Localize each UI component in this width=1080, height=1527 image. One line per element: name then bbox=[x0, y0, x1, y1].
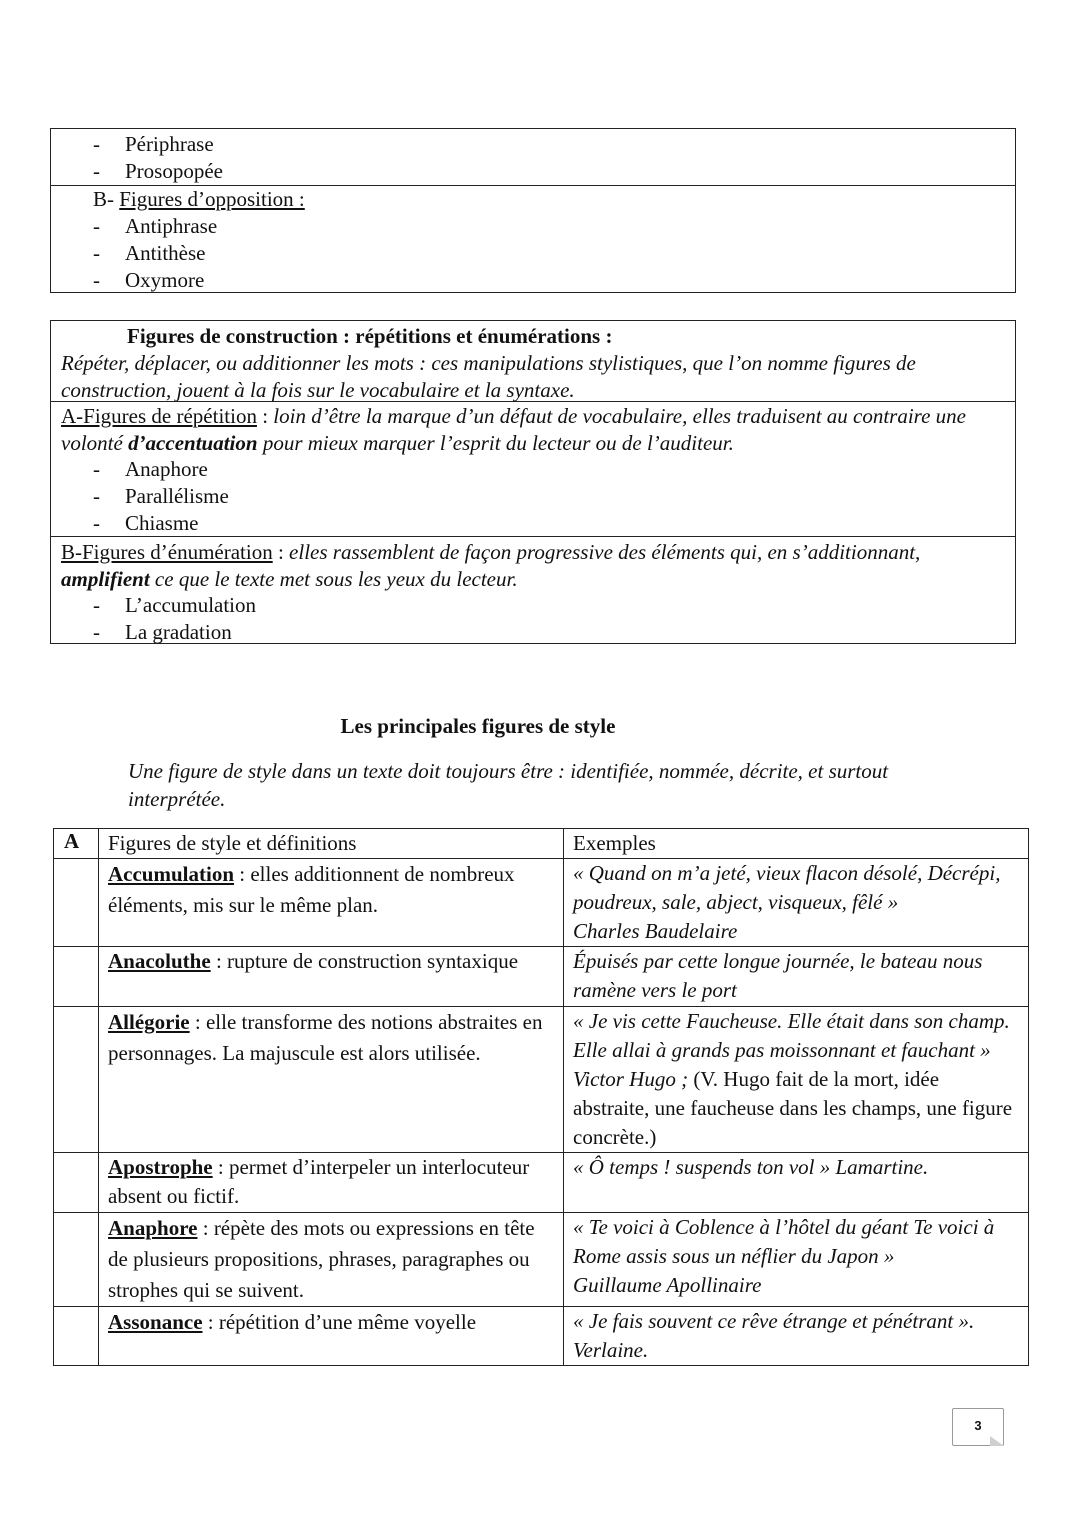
construction-intro bbox=[51, 323, 1015, 402]
letter-cell: A bbox=[54, 829, 99, 859]
repetition-section bbox=[51, 402, 1015, 537]
example-cell: « Te voici à Coblence à l’hôtel du géant Te voici à Rome assis sous un néflier du Japon » Guillaume Apollinaire bbox=[564, 1213, 1029, 1307]
repetition-description: A-Figures de répétition : loin d’être la marque d’un défaut de vocabulaire, elles traduisent au contraire une volonté d’accentuation pour mieux marquer l’esprit du lecteur ou de l’auditeur. bbox=[61, 404, 966, 455]
figures-box-1 bbox=[50, 128, 1016, 293]
page-number: 3 bbox=[952, 1408, 1004, 1446]
definition-cell: Accumulation : elles additionnent de nombreux éléments, mis sur le même plan. bbox=[99, 859, 564, 947]
section-a-continuation bbox=[51, 131, 1015, 186]
example-cell: « Je fais souvent ce rêve étrange et pénétrant ». Verlaine. bbox=[564, 1307, 1029, 1366]
example-cell: Épuisés par cette longue journée, le bateau nous ramène vers le port bbox=[564, 947, 1029, 1007]
definition-cell: Anacoluthe : rupture de construction syntaxique bbox=[99, 947, 564, 1007]
enumeration-section bbox=[51, 537, 1015, 646]
construction-figures-box bbox=[50, 320, 1016, 644]
list-item: - L’accumulation bbox=[93, 593, 257, 617]
list-item: - Antiphrase bbox=[93, 214, 218, 238]
table-row bbox=[54, 1153, 1029, 1213]
table-row bbox=[54, 1307, 1029, 1366]
table-row bbox=[54, 947, 1029, 1007]
list-item: - Périphrase bbox=[93, 132, 214, 156]
list-item: - Oxymore bbox=[93, 268, 205, 292]
table-row bbox=[54, 1007, 1029, 1153]
header-examples: Exemples bbox=[564, 829, 1029, 859]
table-header-row bbox=[54, 829, 1029, 859]
intro-text: Une figure de style dans un texte doit toujours être : identifiée, nommée, décrite, et surtout interprétée. bbox=[128, 759, 889, 811]
list-item: - Chiasme bbox=[93, 511, 199, 535]
list-item: - Anaphore bbox=[93, 457, 208, 481]
example-cell: « Je vis cette Faucheuse. Elle était dans son champ. Elle allai à grands pas moissonnant et fauchant » Victor Hugo ; (V. Hugo fait de la mort, idée abstraite, une faucheuse dans les champs, une figure concrète.) bbox=[564, 1007, 1029, 1153]
example-cell: « Ô temps ! suspends ton vol » Lamartine. bbox=[564, 1153, 1029, 1213]
definition-cell: Anaphore : répète des mots ou expressions en tête de plusieurs propositions, phrases, paragraphes ou strophes qui se suivent. bbox=[99, 1213, 564, 1307]
list-item: - Parallélisme bbox=[93, 484, 229, 508]
header-definitions: Figures de style et définitions bbox=[99, 829, 564, 859]
page-title: Les principales figures de style bbox=[340, 714, 616, 738]
example-cell: « Quand on m’a jeté, vieux flacon désolé, Décrépi, poudreux, sale, abject, visqueux, fêlé » Charles Baudelaire bbox=[564, 859, 1029, 947]
list-item: - Prosopopée bbox=[93, 159, 223, 183]
enumeration-description: B-Figures d’énumération : elles rassemblent de façon progressive des éléments qui, en s’additionnant, amplifient ce que le texte met sous les yeux du lecteur. bbox=[61, 540, 921, 591]
page-curl-icon bbox=[990, 1436, 1004, 1446]
construction-heading: Figures de construction : répétitions et énumérations : bbox=[127, 324, 613, 348]
list-item: - Antithèse bbox=[93, 241, 206, 265]
table-row bbox=[54, 1213, 1029, 1307]
list-item: - La gradation bbox=[93, 620, 232, 644]
figures-table bbox=[53, 828, 1029, 1366]
construction-intro-text: Répéter, déplacer, ou additionner les mots : ces manipulations stylistiques, que l’on nomme figures de construction, jouent à la fois sur le vocabulaire et la syntaxe. bbox=[61, 351, 916, 402]
definition-cell: Assonance : répétition d’une même voyelle bbox=[99, 1307, 564, 1366]
table-row bbox=[54, 859, 1029, 947]
section-b-heading: B- Figures d’opposition : bbox=[93, 187, 305, 211]
definition-cell: Allégorie : elle transforme des notions abstraites en personnages. La majuscule est alors utilisée. bbox=[99, 1007, 564, 1153]
definition-cell: Apostrophe : permet d’interpeler un interlocuteur absent ou fictif. bbox=[99, 1153, 564, 1213]
section-b-opposition bbox=[51, 186, 1015, 294]
